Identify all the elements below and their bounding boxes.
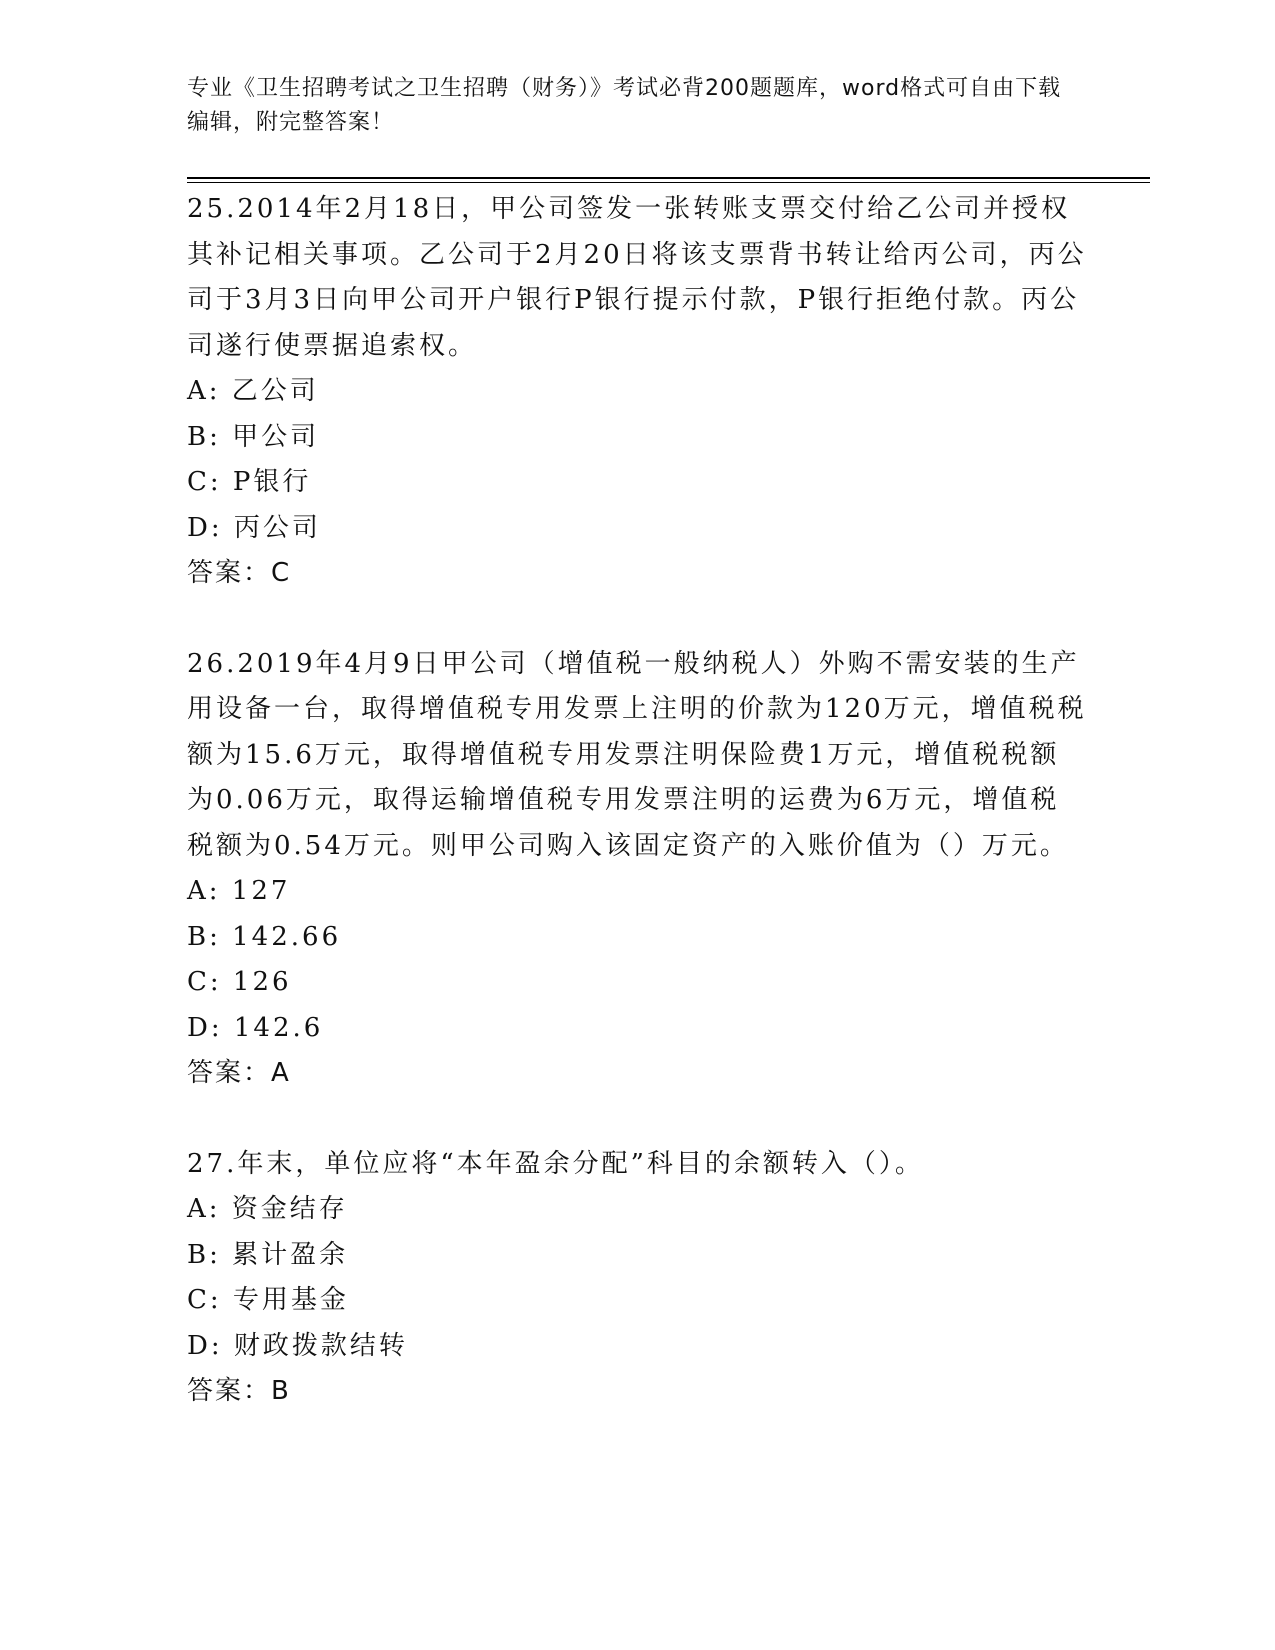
answer-line: 答案：B: [187, 1376, 291, 1406]
question-27: [187, 1142, 1087, 1415]
option-d: D: 丙公司: [187, 512, 321, 543]
header-divider-thick: [187, 177, 1150, 179]
document-header: 专业《卫生招聘考试之卫生招聘（财务）》考试必背200题题库，word格式可自由下载编辑，附完整答案！: [187, 76, 1062, 135]
option-b: B: 甲公司: [187, 421, 320, 452]
question-list: [187, 187, 1087, 1415]
option-d: D: 财政拨款结转: [187, 1330, 408, 1361]
question-stem: 26.2019年4月9日甲公司（增值税一般纳税人）外购不需安装的生产用设备一台，取得增值税专用发票上注明的价款为120万元，增值税税额为15.6万元，取得增值税专用发票注明保险费1万元，增值税税额为0.06万元，取得运输增值税专用发票注明的运费为6万元，增值税税额为0.54万元。则甲公司购入该固定资产的入账价值为（）万元。: [187, 648, 1087, 861]
option-c: C: P银行: [187, 467, 312, 497]
question-stem: 27.年末，单位应将“本年盈余分配”科目的余额转入（）。: [187, 1148, 924, 1179]
option-b: B: 142.66: [187, 921, 342, 952]
question-26: [187, 642, 1087, 1097]
answer-line: 答案：A: [187, 1058, 291, 1088]
option-a: A: 127: [187, 876, 291, 906]
question-stem: 25.2014年2月18日，甲公司签发一张转账支票交付给乙公司并授权其补记相关事项。乙公司于2月20日将该支票背书转让给丙公司，丙公司于3月3日向甲公司开户银行P银行提示付款，P银行拒绝付款。丙公司遂行使票据追索权。: [187, 194, 1087, 361]
option-a: A: 乙公司: [187, 376, 319, 406]
question-spacer: [187, 1097, 1087, 1142]
option-a: A: 资金结存: [187, 1194, 348, 1224]
question-25: [187, 187, 1087, 597]
header-divider-thin: [187, 182, 1150, 183]
option-c: C: 专用基金: [187, 1285, 349, 1315]
option-b: B: 累计盈余: [187, 1239, 349, 1270]
option-c: C: 126: [187, 967, 292, 997]
question-spacer: [187, 597, 1087, 642]
option-d: D: 142.6: [187, 1012, 324, 1043]
answer-line: 答案：C: [187, 558, 292, 588]
